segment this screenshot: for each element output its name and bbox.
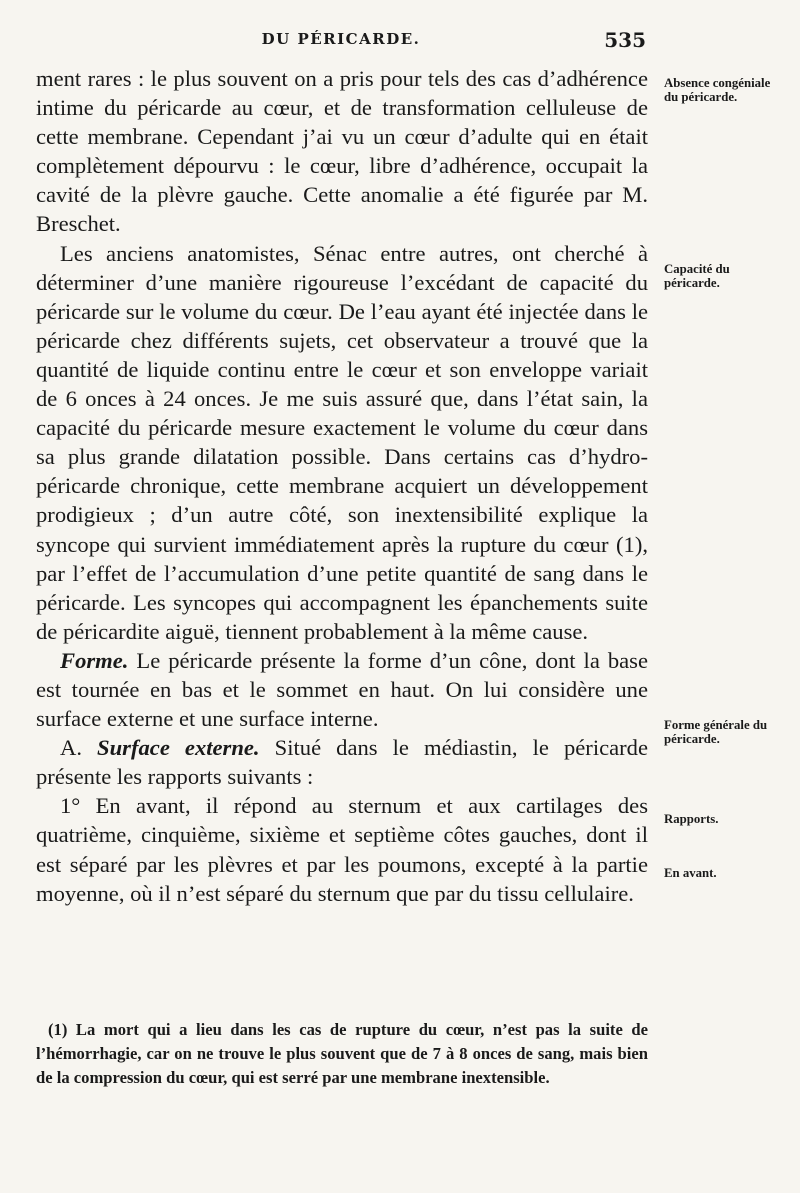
section-letter: A. [60,735,98,761]
paragraph-form [36,646,648,733]
margin-note-rapports: Rapports. [664,812,719,826]
page-header [36,30,646,56]
margin-note-en-avant: En avant. [664,866,717,880]
footnote [36,1018,648,1090]
paragraph-external-surface-text: Situé dans le médiastin, le péricarde présente les rapports suivants : [36,735,649,790]
paragraph-external-surface [36,733,648,791]
running-head: DU PÉRICARDE. [261,30,421,48]
margin-note-capacite: Capacité du péricarde. [664,262,730,290]
paragraph-anterior-relations: 1° En avant, il répond au sternum et aux cartilages des quatrième, cinquième, sixième et septième côtes gauches, dont il est séparé par les plèvres et par les poumons, excepté à la partie moyenne, où il n’est séparé du sternum que par du tissu cellulaire. [36,793,648,906]
paragraph-capacity: Les anciens anatomistes, Sénac entre autres, ont cherché à déterminer d’une manière rigoureuse l’excédant de capacité du péricarde sur le volume du cœur. De l’eau ayant été injectée dans le péricarde chez différents sujets, cet observateur a trouvé que la quantité de liquide continu entre le cœur et son enveloppe variait de 6 onces à 24 onces. Je me suis assuré que, dans l’état sain, la capacité du péricarde mesure exactement le volume du cœur dans sa plus grande dilatation possible. Dans certains cas d’hydro-péricarde chronique, cette membrane acquiert un développement prodigieux ; d’un autre côté, son inextensibilité explique la syncope qui survient immédiatement après la rupture du cœur (1), par l’effet de l’accumulation d’une petite quantité de sang dans le péricarde. Les syncopes qui accompagnent les épanchements suite de péricardite aiguë, tiennent probablement à la même cause. [36,240,648,644]
footnote-1: (1) La mort qui a lieu dans les cas de rupture du cœur, n’est pas la suite de l’hémorrhagie, car on ne trouve le plus souvent que de 7 à 8 onces de sang, mais bien de la compression du cœur, qui est serré par une membrane inextensible. [36,1020,648,1087]
term-forme: Forme. [60,647,129,673]
margin-note-forme: Forme générale du péricarde. [664,718,768,746]
paragraph-continuation: ment rares : le plus souvent on a pris pour tels des cas d’adhérence intime du péricarde au cœur, et de transformation celluleuse de cette membrane. Cependant j’ai vu un cœur d’adulte qui en était complètement dépourvu : le cœur, libre d’adhérence, occupait la cavité de la plèvre gauche. Cette anomalie a été figurée par M. Breschet. [36,66,648,237]
main-text [36,64,648,908]
term-surface-externe: Surface externe. [97,735,260,761]
page-number: 535 [604,28,646,52]
paragraph-form-text: Le péricarde présente la forme d’un cône, dont la base est tournée en bas et le sommet en haut. On lui considère une surface externe et une surface interne. [36,647,648,732]
margin-note-absence: Absence congéniale du péricarde. [664,76,771,104]
